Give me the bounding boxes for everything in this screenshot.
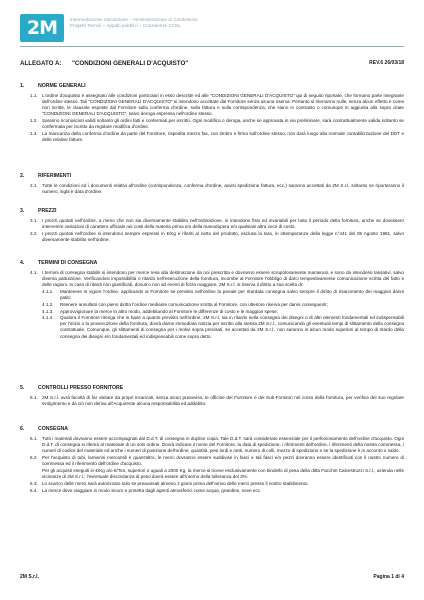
- clause: 1.3. La mancanza della conferma d'ordine da parte del Fornitore, rispedita mezzo fax, con timbro e firma sull'ordine stesso, non darà luogo alla normale contabilizzazione del DDT e delle relative fatture.: [30, 131, 404, 143]
- section-termini-di-consegna: [20, 260, 404, 340]
- clause: 6.3. Lo scarico delle merci sarà autorizzato solo se preavvisati almeno 2 giorni prima dell'arrivo delle merci presso il nostro stabilimento.: [30, 481, 309, 487]
- company-header-text: [70, 17, 370, 29]
- attachment-label: ALLEGATO A:: [20, 60, 62, 67]
- company-line: Progetti Tecnici – Appalti pubblici – Consulenze CCNL: [70, 23, 181, 28]
- page-footer: [20, 574, 404, 584]
- subclause: 4.1.1. Mantenere in vigore l'ordine, applicando al Fornitore se previsto nell'ordine la penale per ritardata consegna salvo sempre il diritto di risarcimento dei maggiori danni patiti;: [42, 289, 404, 301]
- revision-label: REV.6 26/03/18: [369, 60, 404, 66]
- clause: 3.2. I prezzi quotati nell'ordine si intendono sempre espressi in €/Kg e riferiti al netto del prodotto, esclusa la tara, in ottemperanza della legge n°441 del 05 Agosto 1981, salvo diversamente stabilito nell'ordine.: [30, 230, 404, 243]
- document-title: "CONDIZIONI GENERALI D'ACQUISTO": [72, 60, 189, 67]
- clause: 1.2. Saranno riconosciuti validi soltanto gli ordini fatti e confermati per iscritto. Ogni modifica o deroga, anche se approvata in via preliminare, sarà contrattualmente valida soltanto se confermata per iscritto da regolare modifica d'ordine.: [30, 118, 404, 130]
- section-heading: 5. CONTROLLI PRESSO FORNITORE: [20, 385, 124, 391]
- section-riferimenti: [20, 173, 404, 196]
- clause: 1.1. L'ordine d'acquisto è assegnato alle condizioni particolari in esso descritte ed alle "CONDIZIONI GENERALI D'ACQUISTO" qui di seguito riportate, che formano parte integrante dell'ordine stesso. Tali "CONDIZIONI GENERALI D'ACQUISTO" si intendono accettate dal Fornitore senza alcuna riserva. Pertanto si riterranno nulle, senza alcun effetto e come non scritte, le clausole esposte dal Fornitore sulla conferma d'ordine, sulla fattura e sulla corrispondenza, che siano in contrasto o comunque in aggiunta alla sopra citate "CONDIZIONI GENERALI D'ACQUISTO", salvo deroga espressa nell'ordine stesso.: [30, 93, 404, 117]
- subclause: 4.1.3. Approvvigionare la merce in altro modo, addebitando al Fornitore le differenze di costo e le maggiori spese;: [42, 308, 278, 314]
- clause: 5.1. 2M S.r.l. avrà facoltà di far visitare da propri incaricati, senza alcun preavviso, le officine del Fornitore e dei Sub-Fornitori nel corso della fornitura, per verifica del suo regolare svolgimento e da ciò non deriva all'Acquirente alcuna responsabilità ed addebito.: [30, 395, 404, 407]
- clause: 6.2. Per l'acquisto di tubi, lamierini mercantili e quant'altro, le merci dovranno essere suddivise in fasci e tali fasci e/o pezzi dovranno essere identificati con il nostro numero di commessa ed il riferimento dell'ordine d'acquisto.: [30, 455, 404, 467]
- subclause: 4.1.2. Ritenere annullato con pieno diritto l'ordine mediante comunicazione scritta al Fornitore, con ulteriore riserva per danni conseguenti;: [42, 301, 328, 307]
- clause: 4.1. I termini di consegna stabiliti si intendono per merce resa alla destinazione da noi prescritta e dovranno essere scrupolosamente mantenuti, e sono da intendersi tassativi, salvo diversa pattuizione. Verificandosi impossibilità o ritardo nell'esecuzione della fornitura, incombe al Fornitore l'obbligo di darci tempestivamente comunicazione scritta del fatto e delle ragioni. In caso di ritardi non giustificati, dovuti o non ad eventi di forza maggiore, 2M S.r.l. si riserva il diritto a sua scelta di:: [30, 270, 404, 288]
- company-logo: 2M: [20, 14, 64, 42]
- document-title-row: [20, 60, 404, 70]
- clause: 6.1. Tutti i materiali dovranno essere accompagnati dal D.d.T. di consegna in duplice copia. Tale D.d.T. sarà considerato essenziale per il perfezionamento dell'ordine d'acquisto. Ogni D.d.T. di consegna si riferirà al materiale di un solo ordine. Dovrà indicare il nome del Fornitore, la data di spedizione, i riferimenti dell'ordine, i riferimenti della nostra commessa, i numeri di codice del materiale ed anche i numeri di posizione dell'ordine, quantità, pesi lordi e netti, numero di colli, mezzo di spedizione e se la spedizione è in acconto o saldo.: [30, 436, 404, 454]
- footer-company: 2M S.r.l.: [20, 574, 39, 580]
- clause: 2.1. Tutte le condizioni ed i documenti relativi all'ordine (corrispondenza, conferma d'ordine, avvisi spedizione fattura, ecc.) saranno accettati da 2M S.r.l. soltanto se riporteranno il numero, sigla e data d'ordine.: [30, 183, 404, 195]
- section-norme-generali: [20, 83, 404, 144]
- company-line: Intermediazione Immobiliare – Amministrazione di Condominio: [70, 17, 198, 22]
- page-number: Pagina 1 di 4: [373, 574, 404, 580]
- section-heading: 2. RIFERIMENTI: [20, 173, 72, 179]
- section-controlli-presso-fornitore: [20, 385, 404, 408]
- section-heading: 3. PREZZI: [20, 208, 57, 214]
- section-consegna: [20, 426, 404, 495]
- subclause: 4.1.4. Qualora il Fornitore ritenga che in base a quanto previsto nell'ordine, 2M S.r.l. sia in ritardo nella consegna dei disegni o di altri elementi fondamentali ed indispensabili per l'inizio o la prosecuzione della fornitura, dovrà darne immediata notizia per iscritto alla stessa 2M S.r.l., comunicando gli eventuali tempi di slittamento della consegna contrattuale. Comunque, gli slittamenti di consegna per i motivi sopra precisati, se accettati da 2M S.r.l., non saranno in alcun modo superiori al tempo di ritardo della consegna dei disegni e/o fondamentali ed indispensabili come sopra detto.: [42, 315, 404, 339]
- header-divider: [20, 46, 404, 47]
- section-prezzi: [20, 208, 404, 244]
- clause: 3.1. I prezzi quotati nell'ordine, a meno che non sia diversamente stabilito nell'ordinazione, si intendono fissi ed invariabili per tutto il periodo della fornitura, anche se dovessero intervenire variazioni di carattere ufficiale nei costi della materia prima e/o della manodopera e/o qualsiasi altra voce di costo.: [30, 218, 404, 230]
- clause: 6.4. La merce deve viaggiare in modo sicuro e protetta dagli agenti atmosferici come acqua, grandine, neve ecc.: [30, 487, 262, 493]
- section-heading: 1. NORME GENERALI: [20, 83, 86, 89]
- section-heading: 4. TERMINI DI CONSEGNA: [20, 260, 98, 266]
- clause: Per gli acquisti eseguiti in €/Kg a/o €/Ton, superiori o uguali a 2000 Kg, la merce si riceve esclusivamente con bindello di pesa della ditta Facchin Calcestruzzi S.r.l., azienda nelle vicinanze di 2M S.r.l.; l'eventuale discordanza di peso dovrà essere all'interno della tolleranza del 3%.: [42, 468, 404, 480]
- section-heading: 6. CONSEGNA: [20, 426, 68, 432]
